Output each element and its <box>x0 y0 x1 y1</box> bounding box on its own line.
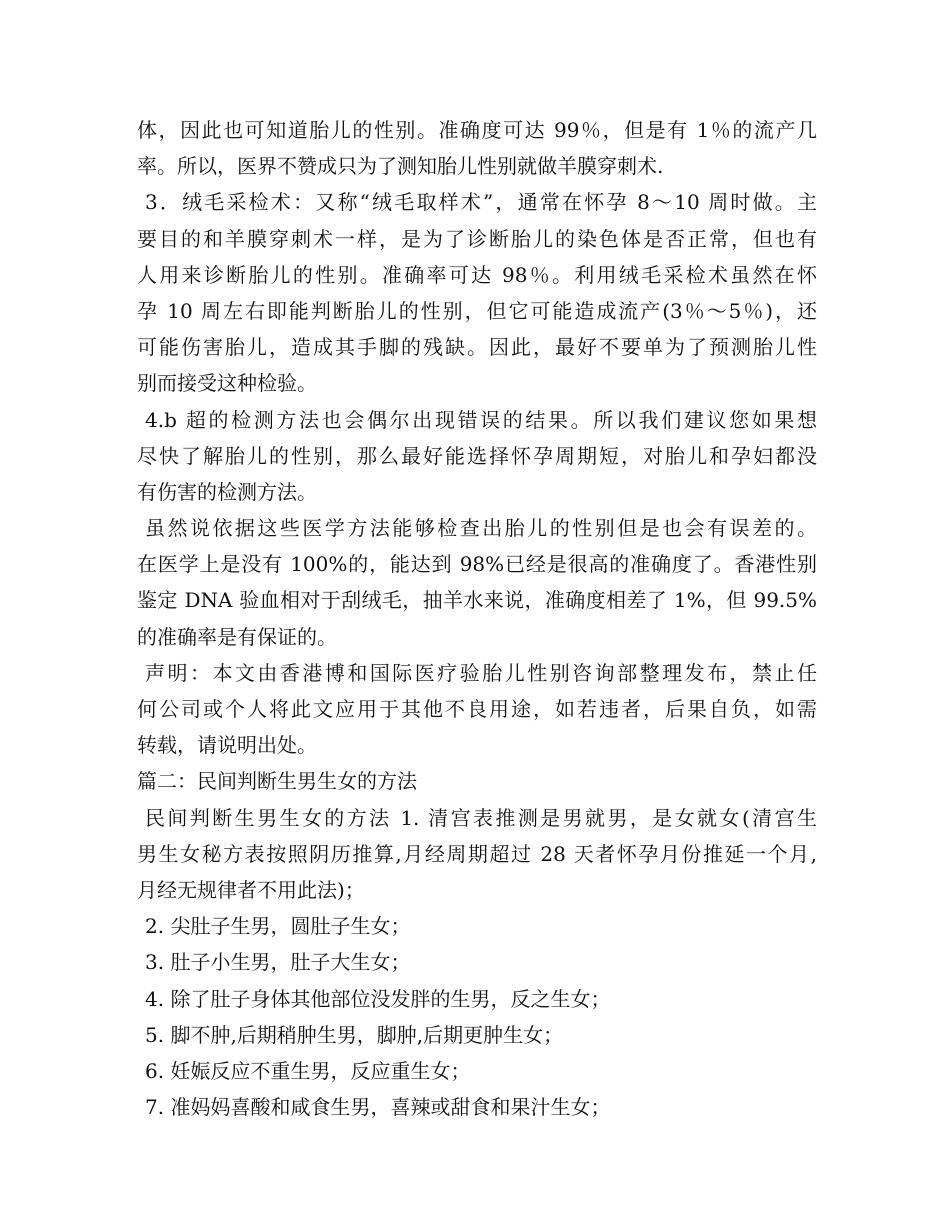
list-item: 5. 脚不肿,后期稍肿生男，脚肿,后期更肿生女； <box>145 1022 564 1047</box>
section-heading: 篇二：民间判断生男生女的方法 <box>137 769 417 794</box>
body-text-line: 人用来诊断胎儿的性别。准确率可达 98％。利用绒毛采检术虽然在怀 <box>137 262 817 287</box>
body-text-line: 何公司或个人将此文应用于其他不良用途，如若违者，后果自负，如需 <box>137 697 817 721</box>
body-text-line: 有伤害的检测方法。 <box>137 479 317 504</box>
list-item: 6. 妊娠反应不重生男，反应重生女； <box>145 1058 471 1083</box>
body-text-line: 别而接受这种检验。 <box>137 371 317 396</box>
list-item: 2. 尖肚子生男，圆肚子生女； <box>145 914 411 939</box>
body-text-line: 转载，请说明出处。 <box>137 733 317 758</box>
body-text-line: 孕 10 周左右即能判断胎儿的性别，但它可能造成流产(3％～5％)，还 <box>137 298 817 323</box>
body-text-line: 虽然说依据这些医学方法能够检查出胎儿的性别但是也会有误差的。 <box>145 516 817 541</box>
body-text-line: 民间判断生男生女的方法 1. 清宫表推测是男就男，是女就女(清宫生 <box>145 805 817 830</box>
list-item: 3. 肚子小生男，肚子大生女； <box>145 950 411 975</box>
list-item: 7. 准妈妈喜酸和咸食生男，喜辣或甜食和果汁生女； <box>145 1095 611 1120</box>
body-text-line: 要目的和羊膜穿刺术一样，是为了诊断胎儿的染色体是否正常，但也有 <box>137 226 817 251</box>
list-item: 4. 除了肚子身体其他部位没发胖的生男，反之生女； <box>145 986 611 1011</box>
document-page <box>137 112 817 1125</box>
body-text-line: 体，因此也可知道胎儿的性别。准确度可达 99％，但是有 1％的流产几 <box>137 118 817 142</box>
body-text-line: 在医学上是没有 100%的，能达到 98%已经是很高的准确度了。香港性别 <box>137 552 817 577</box>
body-text-line: 率。所以，医界不赞成只为了测知胎儿性别就做羊膜穿刺术. <box>137 154 664 179</box>
body-text-line: 月经无规律者不用此法)； <box>137 877 365 902</box>
body-text-line: 可能伤害胎儿，造成其手脚的残缺。因此，最好不要单为了预测胎儿性 <box>137 335 817 360</box>
body-text-line: 4.b 超的检测方法也会偶尔出现错误的结果。所以我们建议您如果想 <box>145 407 817 432</box>
body-text-line: 声明：本文由香港博和国际医疗验胎儿性别咨询部整理发布，禁止任 <box>145 660 817 685</box>
body-text-line: 的准确率是有保证的。 <box>137 624 337 649</box>
body-text-line: 尽快了解胎儿的性别，那么最好能选择怀孕周期短，对胎儿和孕妇都没 <box>137 443 817 468</box>
body-text-line: 3．绒毛采检术：又称“绒毛取样术”，通常在怀孕 8～10 周时做。主 <box>145 190 817 215</box>
body-text-line: 鉴定 DNA 验血相对于刮绒毛，抽羊水来说，准确度相差了 1%，但 99.5% <box>137 588 817 613</box>
body-text-line: 男生女秘方表按照阴历推算,月经周期超过 28 天者怀孕月份推延一个月, <box>137 841 817 866</box>
